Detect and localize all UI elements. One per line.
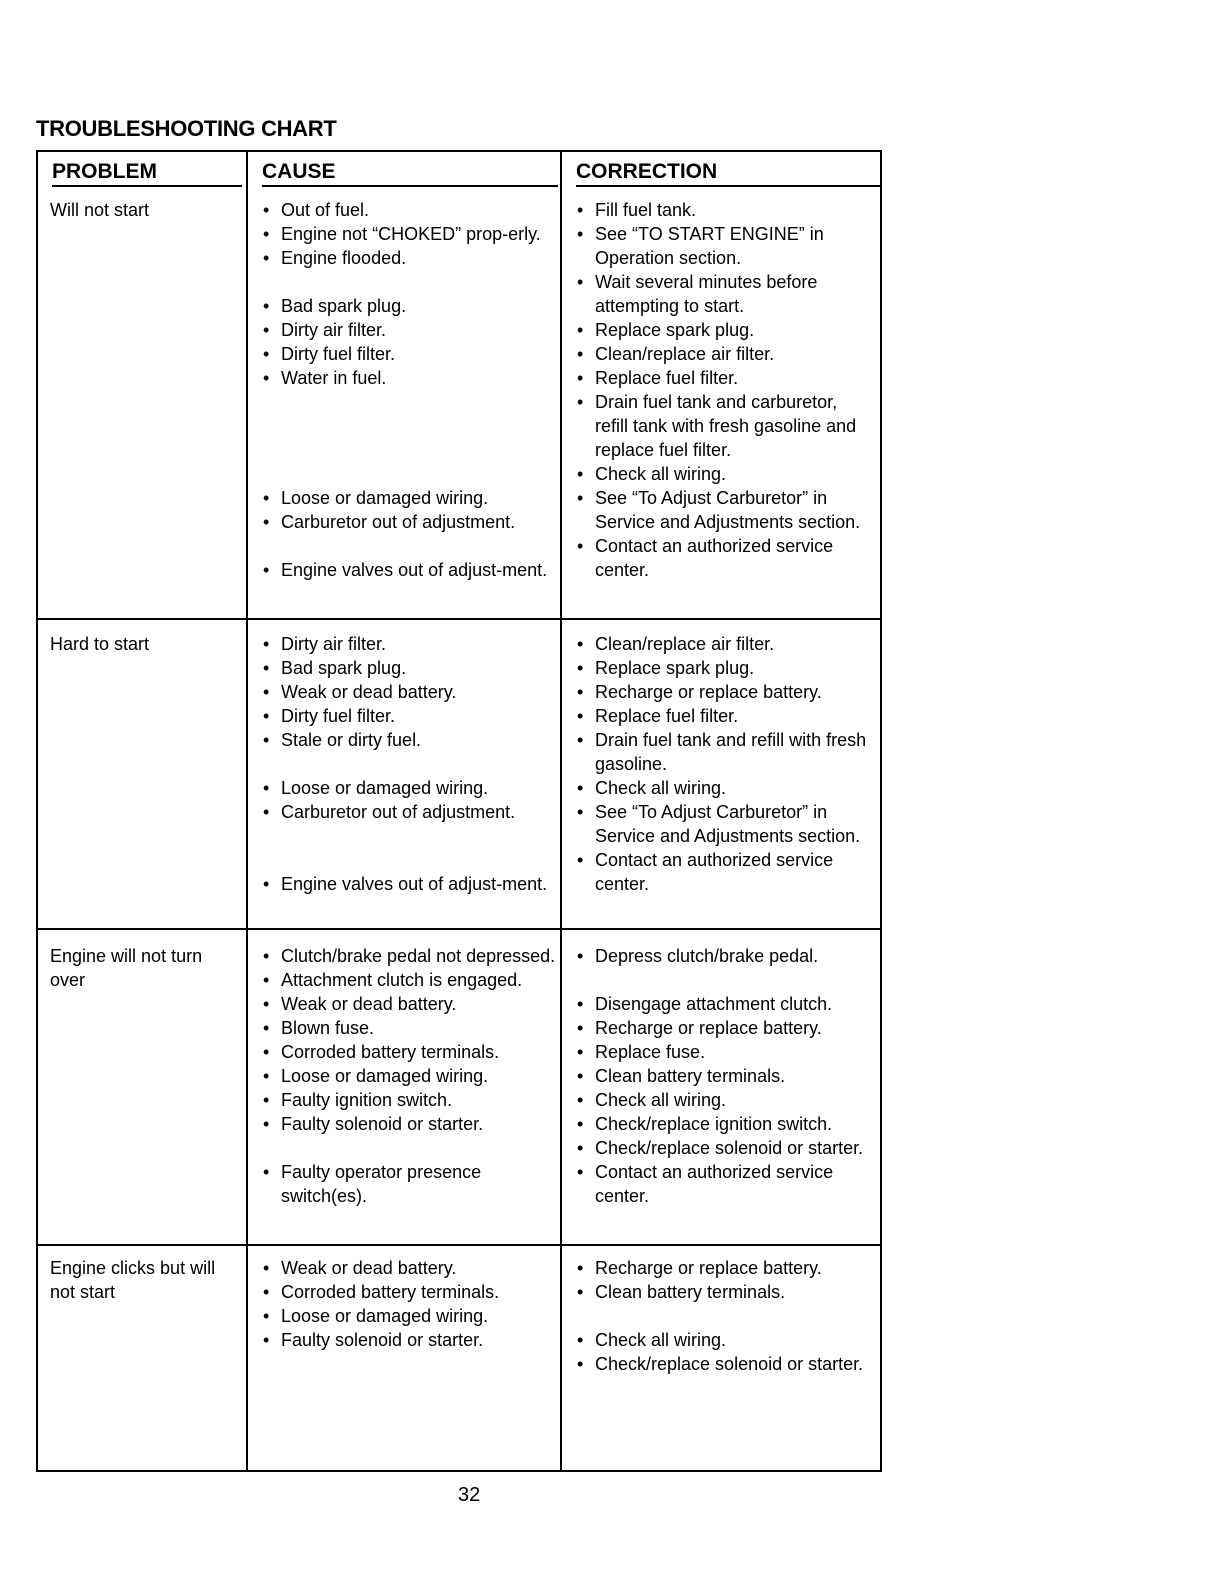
list-spacer bbox=[260, 438, 558, 462]
list-item: • Loose or damaged wiring. bbox=[260, 1304, 558, 1328]
list-item: • Contact an authorized service center. bbox=[574, 1160, 874, 1208]
cause-list bbox=[260, 632, 558, 896]
problem-cell: Engine will not turn over bbox=[50, 946, 203, 990]
list-item: • Check/replace solenoid or starter. bbox=[574, 1352, 874, 1376]
list-item: • Replace spark plug. bbox=[574, 318, 874, 342]
list-item: • See “To Adjust Carburetor” in Service and Adjustments section. bbox=[574, 486, 874, 534]
list-item: • Attachment clutch is engaged. bbox=[260, 968, 558, 992]
list-item: • Engine valves out of adjust-ment. bbox=[260, 872, 558, 896]
list-item: • Engine valves out of adjust-ment. bbox=[260, 558, 558, 582]
row-divider bbox=[38, 618, 880, 620]
row-divider bbox=[38, 928, 880, 930]
list-item: • Bad spark plug. bbox=[260, 656, 558, 680]
list-item: • Corroded battery terminals. bbox=[260, 1040, 558, 1064]
cause-list bbox=[260, 198, 558, 582]
list-item: • Out of fuel. bbox=[260, 198, 558, 222]
column-divider bbox=[560, 152, 562, 1470]
list-item: • Loose or damaged wiring. bbox=[260, 486, 558, 510]
list-item: • Stale or dirty fuel. bbox=[260, 728, 558, 752]
cause-list bbox=[260, 1256, 558, 1352]
list-item: • Loose or damaged wiring. bbox=[260, 1064, 558, 1088]
list-item: • Disengage attachment clutch. bbox=[574, 992, 874, 1016]
list-item: • Recharge or replace battery. bbox=[574, 680, 874, 704]
list-item: • Check all wiring. bbox=[574, 1328, 874, 1352]
list-item: • Contact an authorized service center. bbox=[574, 848, 874, 896]
column-divider bbox=[246, 152, 248, 1470]
list-spacer bbox=[260, 752, 558, 776]
list-item: • Dirty fuel filter. bbox=[260, 704, 558, 728]
correction-list bbox=[574, 198, 874, 582]
list-item: • Loose or damaged wiring. bbox=[260, 776, 558, 800]
list-spacer bbox=[260, 1136, 558, 1160]
correction-list bbox=[574, 632, 874, 896]
list-item: • Check/replace solenoid or starter. bbox=[574, 1136, 874, 1160]
list-spacer bbox=[260, 848, 558, 872]
problem-cell: Engine clicks but will not start bbox=[50, 1258, 216, 1302]
list-item: • Replace fuse. bbox=[574, 1040, 874, 1064]
list-item: • Blown fuse. bbox=[260, 1016, 558, 1040]
list-item: • Recharge or replace battery. bbox=[574, 1016, 874, 1040]
list-item: • Check all wiring. bbox=[574, 776, 874, 800]
list-item: • Clean/replace air filter. bbox=[574, 632, 874, 656]
list-spacer bbox=[574, 968, 874, 992]
list-item: • Depress clutch/brake pedal. bbox=[574, 944, 874, 968]
list-item: • Carburetor out of adjustment. bbox=[260, 800, 558, 824]
list-item: • Dirty air filter. bbox=[260, 318, 558, 342]
list-item: • Wait several minutes before attempting to start. bbox=[574, 270, 874, 318]
cause-list bbox=[260, 944, 558, 1208]
troubleshooting-table bbox=[36, 150, 882, 1472]
list-item: • Faulty operator presence switch(es). bbox=[260, 1160, 558, 1208]
list-item: • See “To Adjust Carburetor” in Service and Adjustments section. bbox=[574, 800, 874, 848]
list-item: • Fill fuel tank. bbox=[574, 198, 874, 222]
list-item: • Faulty solenoid or starter. bbox=[260, 1328, 558, 1352]
list-item: • Recharge or replace battery. bbox=[574, 1256, 874, 1280]
correction-list bbox=[574, 944, 874, 1208]
row-divider bbox=[38, 1244, 880, 1246]
list-item: • Check/replace ignition switch. bbox=[574, 1112, 874, 1136]
list-item: • Engine flooded. bbox=[260, 246, 558, 270]
problem-cell: Will not start bbox=[50, 200, 150, 220]
list-item: • Drain fuel tank and carburetor, refill tank with fresh gasoline and replace fuel filter. bbox=[574, 390, 874, 462]
list-item: • Bad spark plug. bbox=[260, 294, 558, 318]
header-cause: CAUSE bbox=[262, 160, 558, 187]
list-spacer bbox=[260, 270, 558, 294]
list-item: • Dirty air filter. bbox=[260, 632, 558, 656]
list-spacer bbox=[260, 390, 558, 414]
list-item: • Weak or dead battery. bbox=[260, 680, 558, 704]
chart-title: TROUBLESHOOTING CHART bbox=[36, 116, 337, 141]
correction-list bbox=[574, 1256, 874, 1376]
list-item: • Clean battery terminals. bbox=[574, 1064, 874, 1088]
list-spacer bbox=[260, 462, 558, 486]
list-item: • Corroded battery terminals. bbox=[260, 1280, 558, 1304]
header-correction: CORRECTION bbox=[576, 160, 882, 187]
list-spacer bbox=[260, 534, 558, 558]
list-item: • Water in fuel. bbox=[260, 366, 558, 390]
list-item: • Dirty fuel filter. bbox=[260, 342, 558, 366]
list-item: • Weak or dead battery. bbox=[260, 1256, 558, 1280]
list-item: • Check all wiring. bbox=[574, 462, 874, 486]
list-item: • Replace spark plug. bbox=[574, 656, 874, 680]
list-item: • Contact an authorized service center. bbox=[574, 534, 874, 582]
list-item: • Weak or dead battery. bbox=[260, 992, 558, 1016]
list-spacer bbox=[260, 414, 558, 438]
list-item: • Clean battery terminals. bbox=[574, 1280, 874, 1304]
list-item: • See “TO START ENGINE” in Operation section. bbox=[574, 222, 874, 270]
problem-cell: Hard to start bbox=[50, 634, 150, 654]
list-item: • Faulty solenoid or starter. bbox=[260, 1112, 558, 1136]
list-item: • Replace fuel filter. bbox=[574, 704, 874, 728]
list-item: • Engine not “CHOKED” prop-erly. bbox=[260, 222, 558, 246]
list-spacer bbox=[574, 1304, 874, 1328]
header-problem: PROBLEM bbox=[52, 160, 242, 187]
list-item: • Clean/replace air filter. bbox=[574, 342, 874, 366]
list-spacer bbox=[260, 824, 558, 848]
list-item: • Clutch/brake pedal not depressed. bbox=[260, 944, 558, 968]
list-item: • Carburetor out of adjustment. bbox=[260, 510, 558, 534]
list-item: • Check all wiring. bbox=[574, 1088, 874, 1112]
list-item: • Replace fuel filter. bbox=[574, 366, 874, 390]
list-item: • Faulty ignition switch. bbox=[260, 1088, 558, 1112]
page-number: 32 bbox=[458, 1484, 481, 1506]
list-item: • Drain fuel tank and refill with fresh gasoline. bbox=[574, 728, 874, 776]
